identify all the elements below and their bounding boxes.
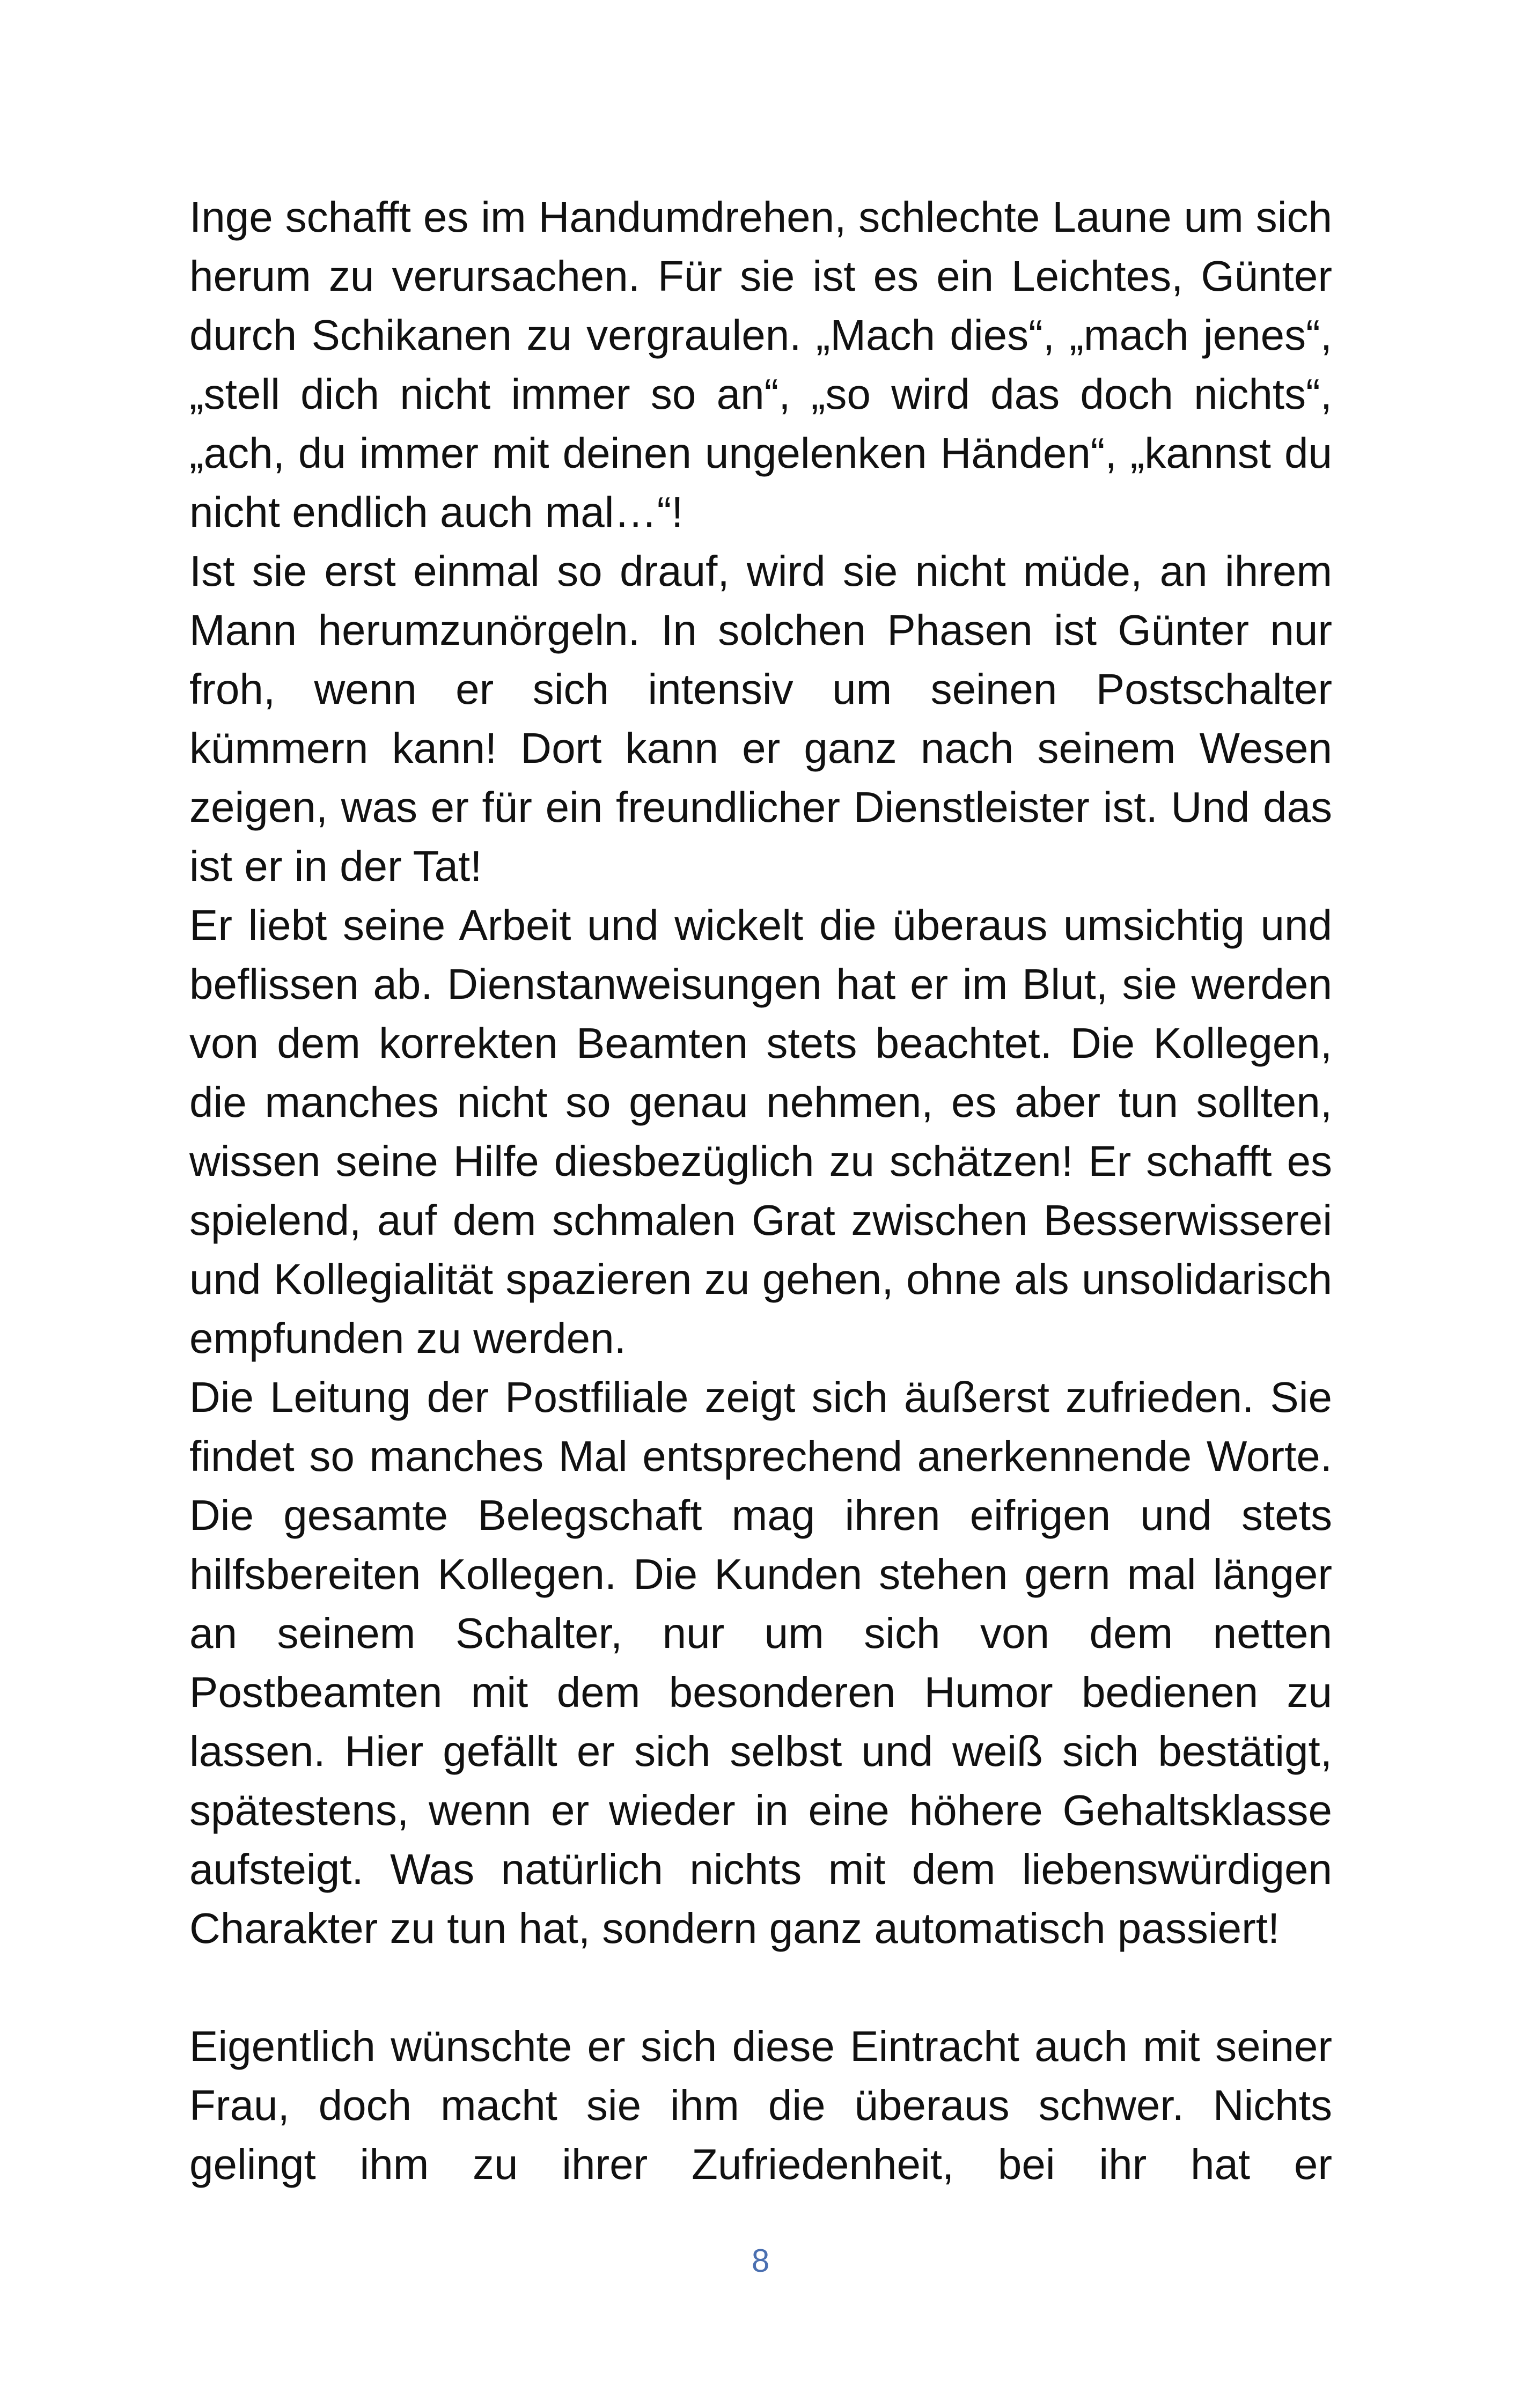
paragraph: Inge schafft es im Handumdrehen, schlechte Laune um sich herum zu verursachen. Für sie ist es ein Leichtes, Günter durch Schikanen zu vergraulen. „Mach dies“, „mach jenes“, „stell dich nicht immer so an“, „so wird das doch nichts“, „ach, du immer mit deinen ungelenken Händen“, „kannst du nicht endlich auch mal…“! xyxy=(189,193,1332,536)
page-number: 8 xyxy=(751,2243,770,2279)
paragraph: Die Leitung der Postfiliale zeigt sich äußerst zufrieden. Sie findet so manches Mal entsprechend anerkennende Worte. Die gesamte Belegschaft mag ihren eifrigen und stets hilfsbereiten Kollegen. Die Kunden stehen gern mal länger an seinem Schalter, nur um sich von dem netten Postbeamten mit dem besonderen Humor bedienen zu lassen. Hier gefällt er sich selbst und weiß sich bestätigt, spätestens, wenn er wieder in eine höhere Gehaltsklasse aufsteigt. Was natürlich nichts mit dem liebenswürdigen Charakter zu tun hat, sondern ganz automatisch passiert! xyxy=(189,1373,1332,1952)
body-text xyxy=(189,188,1332,2194)
paragraph: Eigentlich wünschte er sich diese Eintracht auch mit seiner Frau, doch macht sie ihm die überaus schwer. Nichts gelingt ihm zu ihrer Zufriedenheit, bei ihr hat er xyxy=(189,2022,1332,2188)
paragraph: Er liebt seine Arbeit und wickelt die überaus umsichtig und beflissen ab. Dienstanweisungen hat er im Blut, sie werden von dem korrekten Beamten stets beachtet. Die Kollegen, die manches nicht so genau nehmen, es aber tun sollten, wissen seine Hilfe diesbezüglich zu schätzen! Er schafft es spielend, auf dem schmalen Grat zwischen Besserwisserei und Kollegialität spazieren zu gehen, ohne als unsolidarisch empfunden zu werden. xyxy=(189,901,1332,1362)
paragraph: Ist sie erst einmal so drauf, wird sie nicht müde, an ihrem Mann herumzunörgeln. In solchen Phasen ist Günter nur froh, wenn er sich intensiv um seinen Postschalter kümmern kann! Dort kann er ganz nach seinem Wesen zeigen, was er für ein freundlicher Dienstleister ist. Und das ist er in der Tat! xyxy=(189,547,1332,890)
